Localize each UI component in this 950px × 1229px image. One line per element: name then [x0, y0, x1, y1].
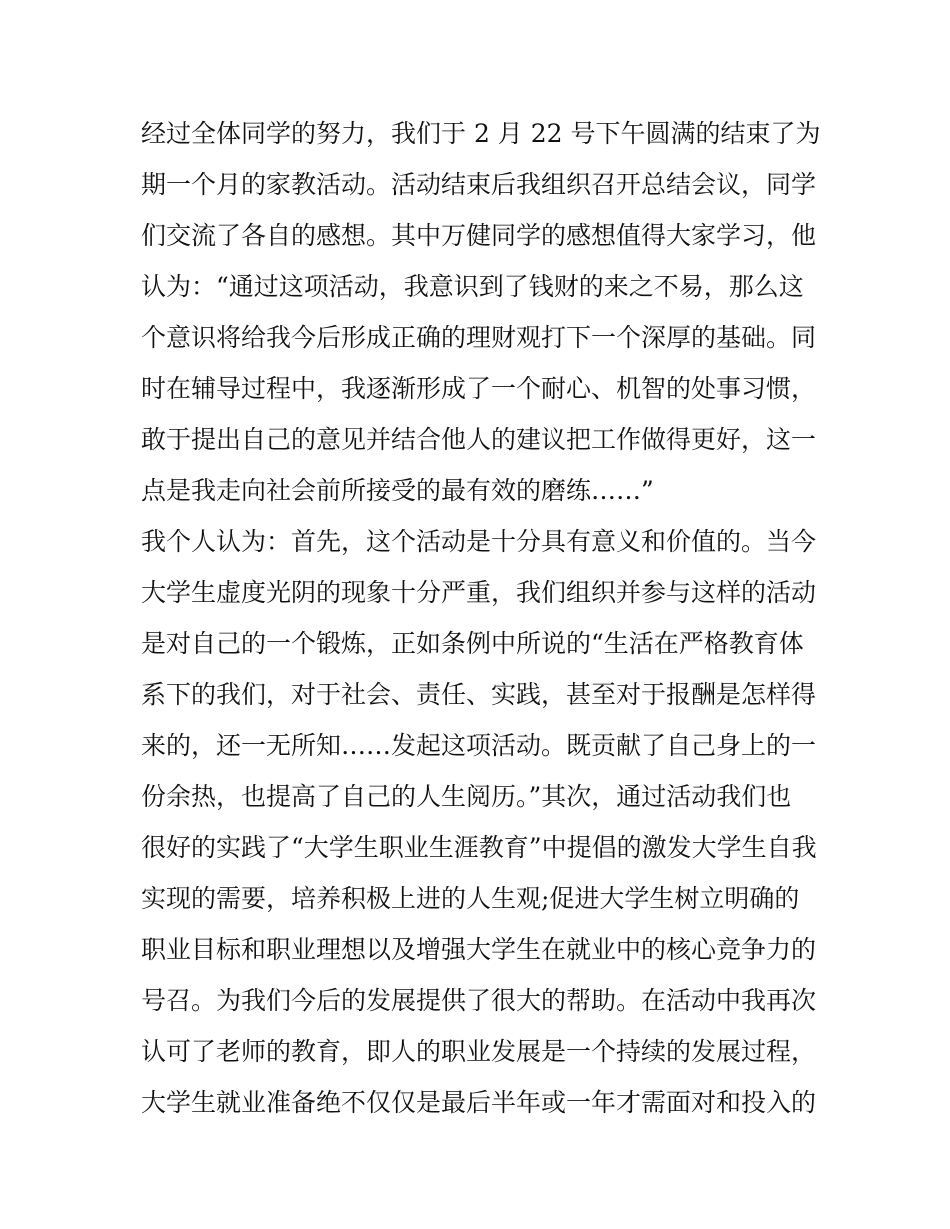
text-line: 号召。为我们今后的发展提供了很大的帮助。在活动中我再次: [141, 986, 817, 1015]
text-line: 来的，还一无所知……发起这项活动。既贡献了自己身上的一: [141, 731, 817, 760]
text-line: 认可了老师的教育，即人的职业发展是一个持续的发展过程，: [141, 1037, 817, 1066]
text-line: 大学生虚度光阴的现象十分严重，我们组织并参与这样的活动: [141, 578, 817, 607]
text-line: 时在辅导过程中，我逐渐形成了一个耐心、机智的处事习惯，: [141, 374, 817, 403]
text-line: 大学生就业准备绝不仅仅是最后半年或一年才需面对和投入的: [141, 1088, 817, 1117]
text-line: 敢于提出自己的意见并结合他人的建议把工作做得更好，这一: [141, 425, 817, 454]
text-line: 我个人认为：首先，这个活动是十分具有意义和价值的。当今: [141, 527, 817, 556]
body-text: [141, 108, 821, 1128]
text-line: 系下的我们，对于社会、责任、实践，甚至对于报酬是怎样得: [141, 680, 817, 709]
text-line: 很好的实践了“大学生职业生涯教育”中提倡的激发大学生自我: [141, 833, 817, 862]
text-line: 实现的需要，培养积极上进的人生观;促进大学生树立明确的: [141, 884, 800, 913]
text-line: 是对自己的一个锻炼，正如条例中所说的“生活在严格教育体: [141, 629, 804, 658]
text-line: 经过全体同学的努力，我们于 2 月 22 号下午圆满的结束了为: [141, 119, 821, 148]
text-line: 个意识将给我今后形成正确的理财观打下一个深厚的基础。同: [141, 323, 817, 352]
text-line: 期一个月的家教活动。活动结束后我组织召开总结会议，同学: [141, 170, 817, 199]
text-line: 认为：“通过这项活动，我意识到了钱财的来之不易，那么这: [141, 272, 804, 301]
text-line: 们交流了各自的感想。其中万健同学的感想值得大家学习，他: [141, 221, 817, 250]
text-line: 份余热，也提高了自己的人生阅历。”其次，通过活动我们也: [141, 782, 792, 811]
text-line: 职业目标和职业理想以及增强大学生在就业中的核心竞争力的: [141, 935, 817, 964]
text-line: 点是我走向社会前所接受的最有效的磨练……”: [141, 476, 654, 505]
